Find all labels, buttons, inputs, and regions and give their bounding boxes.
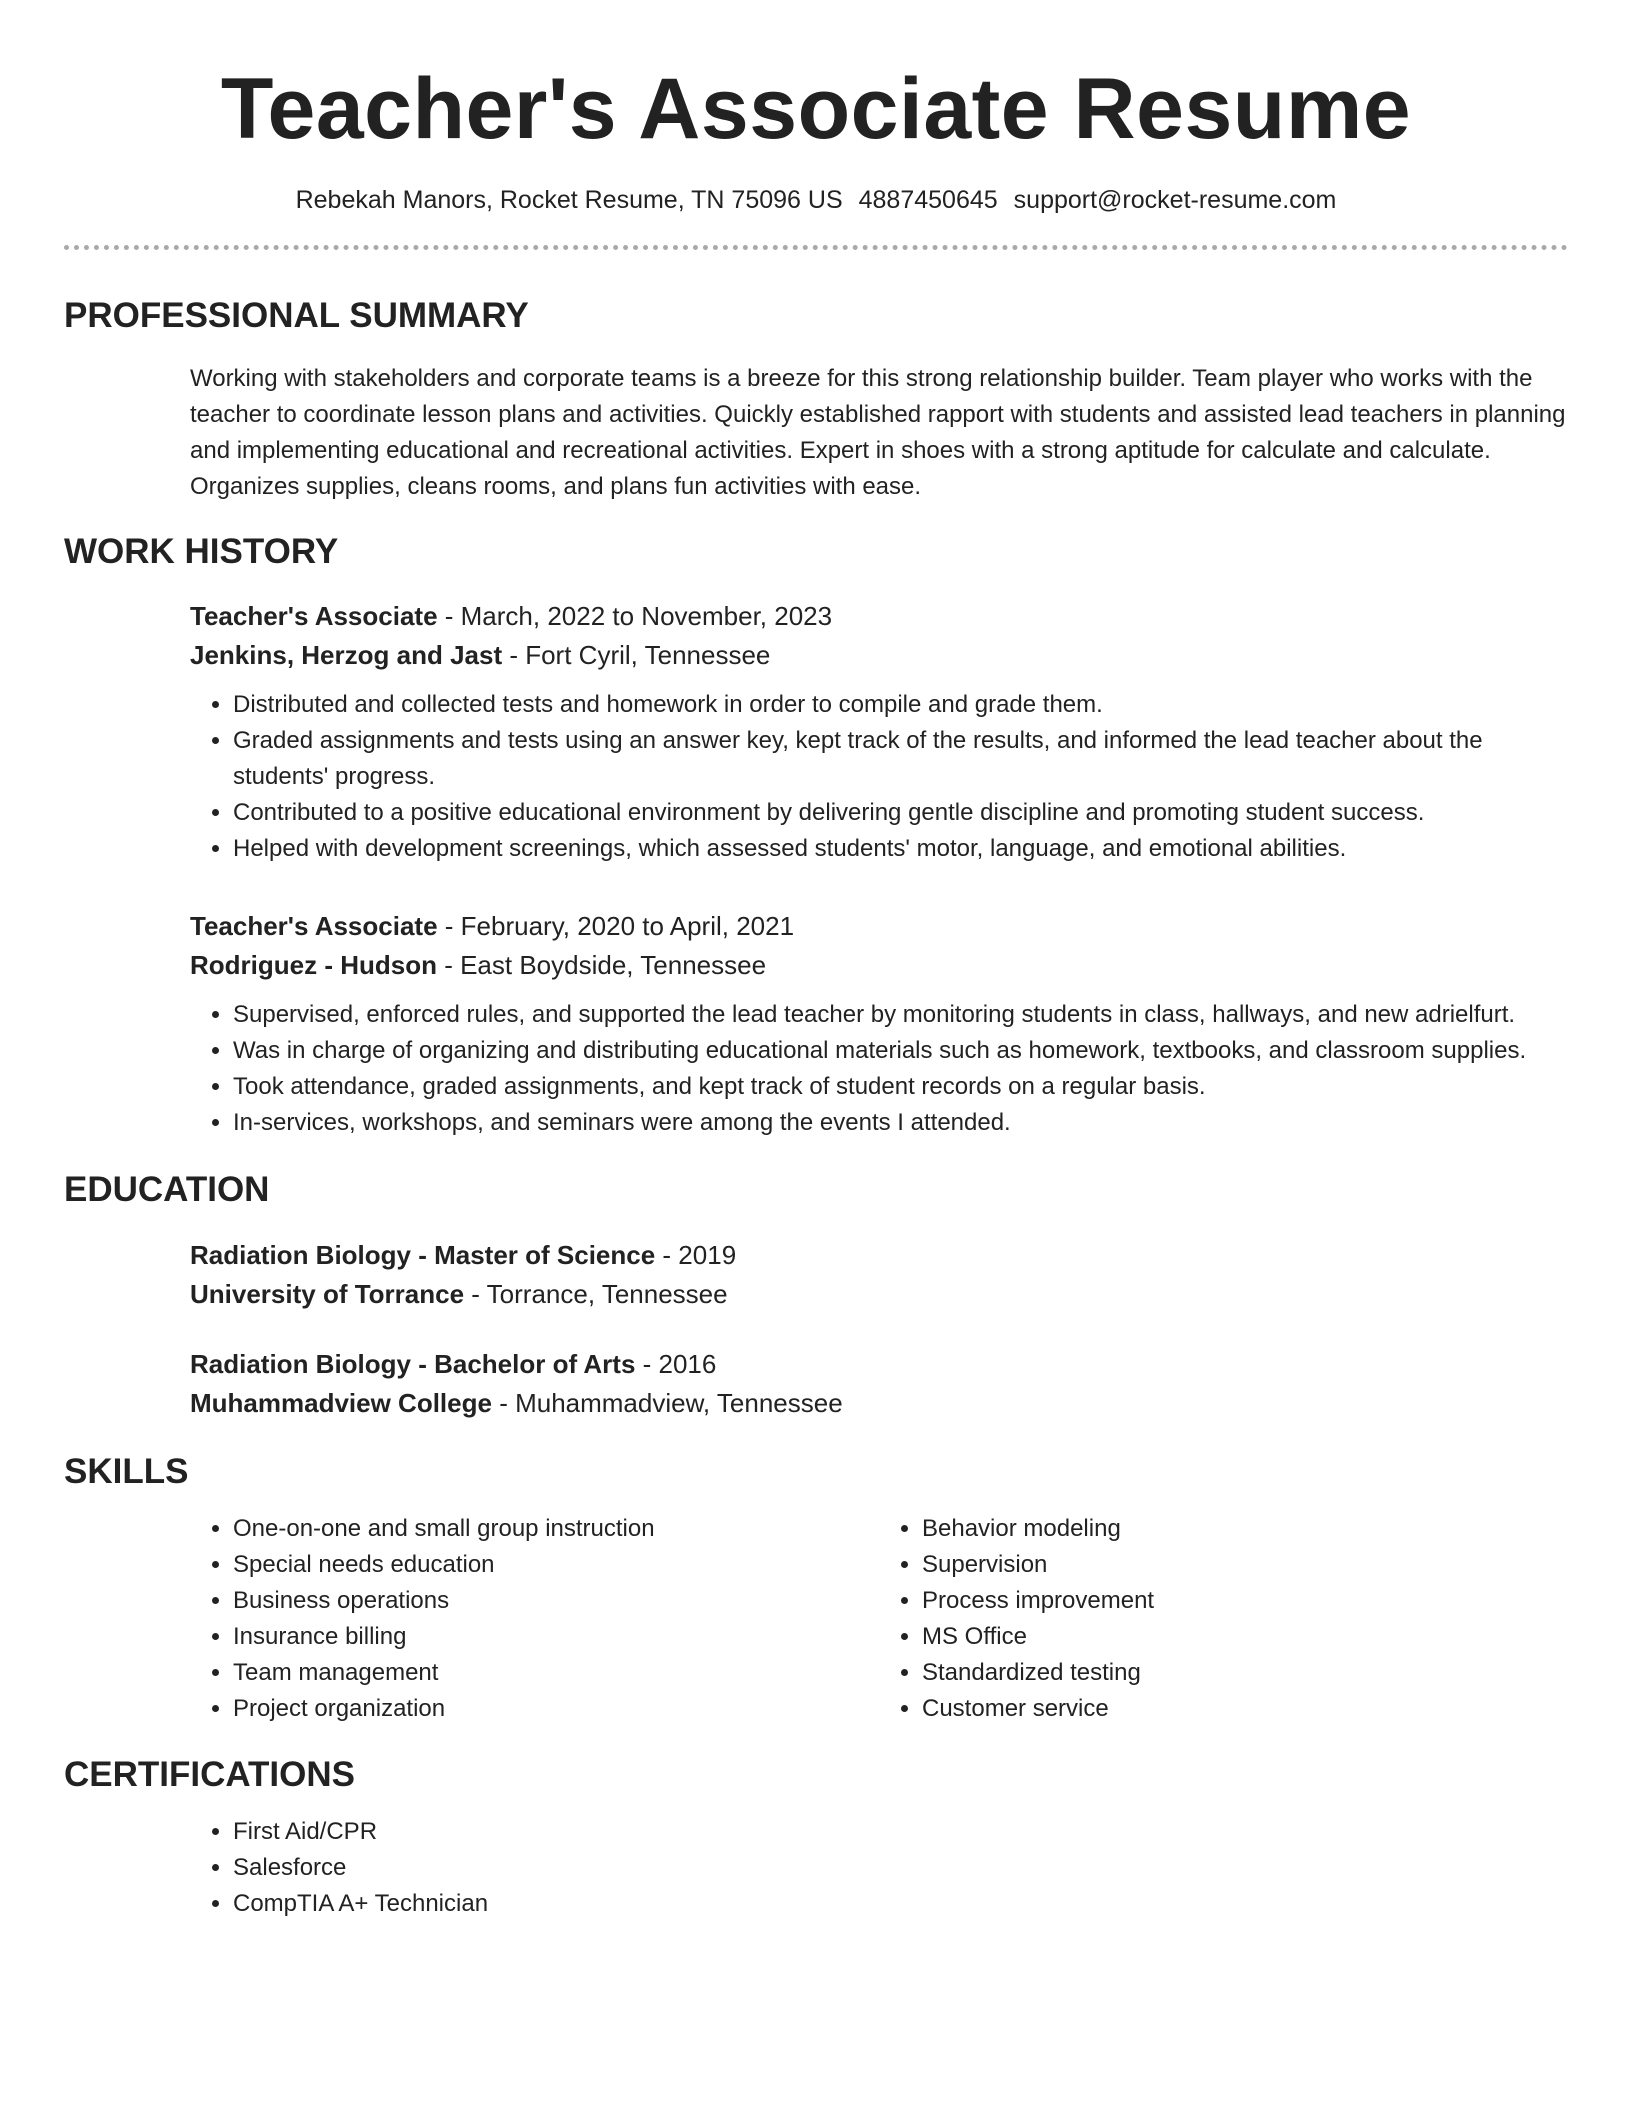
skill-item: • Standardized testing [922,1655,1568,1691]
certifications-body [190,1814,1568,1922]
certifications-list [190,1814,1568,1922]
job-entry [190,597,1568,867]
job-bullet: • Graded assignments and tests using an answer key, kept track of the results, and informed the lead teacher about the students' progress. [233,723,1568,795]
job-bullet: • Supervised, enforced rules, and supported the lead teacher by monitoring students in class, hallways, and new adrielfurt. [233,997,1568,1033]
contact-phone: 4887450645 [858,186,998,215]
job-bullet: • Helped with development screenings, which assessed students' motor, language, and emotional abilities. [233,831,1568,867]
job-dates: - February, 2020 to April, 2021 [437,911,795,942]
skill-item: • Customer service [922,1691,1568,1727]
education-heading: EDUCATION [64,1170,270,1210]
summary-text: Working with stakeholders and corporate teams is a breeze for this strong relationship builder. Team player who works with the teacher to coordinate lesson plans and activities. Quickly established rapport with students and assisted lead teachers in planning and implementing educational and recreational activities. Expert in shoes with a strong aptitude for calculate and calculate. Organizes supplies, cleans rooms, and plans fun activities with ease. [190,365,1566,501]
skill-item: • Team management [233,1655,879,1691]
skill-item: • Business operations [233,1583,879,1619]
school-line [190,1275,1568,1314]
job-title: Teacher's Associate [190,911,438,942]
certification-item: • CompTIA A+ Technician [233,1886,1568,1922]
skills-column-left [190,1511,879,1727]
job-title: Teacher's Associate [190,601,438,632]
degree-line [190,1345,1568,1384]
skills-column-right [879,1511,1568,1727]
job-dates: - March, 2022 to November, 2023 [437,601,833,632]
degree-year: - 2016 [635,1349,717,1380]
skill-item: • Project organization [233,1691,879,1727]
job-location: - East Boydside, Tennessee [436,950,767,981]
job-bullet: • Contributed to a positive educational environment by delivering gentle discipline and promoting student success. [233,795,1568,831]
job-company-line [190,636,1568,675]
job-bullets [190,997,1568,1141]
school-line [190,1384,1568,1423]
degree-line [190,1236,1568,1275]
job-bullets [190,687,1568,867]
job-bullet: • In-services, workshops, and seminars were among the events I attended. [233,1105,1568,1141]
work-history-heading: WORK HISTORY [64,532,339,572]
skills-grid [190,1511,1568,1727]
skill-item: • MS Office [922,1619,1568,1655]
summary-heading: PROFESSIONAL SUMMARY [64,296,529,336]
contact-line [64,183,1568,218]
degree-year: - 2019 [655,1240,737,1271]
certification-item: • First Aid/CPR [233,1814,1568,1850]
certifications-heading: CERTIFICATIONS [64,1755,356,1795]
school: Muhammadview College [190,1388,492,1419]
job-title-line [190,597,1568,636]
job-company: Jenkins, Herzog and Jast [190,640,503,671]
job-bullet: • Was in charge of organizing and distributing educational materials such as homework, textbooks, and classroom supplies. [233,1033,1568,1069]
job-location: - Fort Cyril, Tennessee [502,640,771,671]
school: University of Torrance [190,1279,465,1310]
degree: Radiation Biology - Bachelor of Arts [190,1349,636,1380]
education-entry [190,1345,1568,1423]
degree: Radiation Biology - Master of Science [190,1240,656,1271]
skills-heading: SKILLS [64,1452,189,1492]
skill-item: • Special needs education [233,1547,879,1583]
school-location: - Torrance, Tennessee [464,1279,728,1310]
skill-item: • Supervision [922,1547,1568,1583]
certification-item: • Salesforce [233,1850,1568,1886]
job-bullet: • Distributed and collected tests and homework in order to compile and grade them. [233,687,1568,723]
job-company-line [190,946,1568,985]
education-entry [190,1236,1568,1314]
skill-item: • Behavior modeling [922,1511,1568,1547]
skill-item: • Insurance billing [233,1619,879,1655]
skill-item: • One-on-one and small group instruction [233,1511,879,1547]
header-divider [64,245,1568,250]
skill-item: • Process improvement [922,1583,1568,1619]
job-title-line [190,907,1568,946]
job-company: Rodriguez - Hudson [190,950,437,981]
job-entry [190,907,1568,1141]
resume-title: Teacher's Associate Resume [220,61,1412,157]
contact-email: support@rocket-resume.com [1013,186,1337,215]
job-bullet: • Took attendance, graded assignments, and kept track of student records on a regular basis. [233,1069,1568,1105]
school-location: - Muhammadview, Tennessee [491,1388,843,1419]
contact-address: Rebekah Manors, Rocket Resume, TN 75096 US [295,186,843,215]
